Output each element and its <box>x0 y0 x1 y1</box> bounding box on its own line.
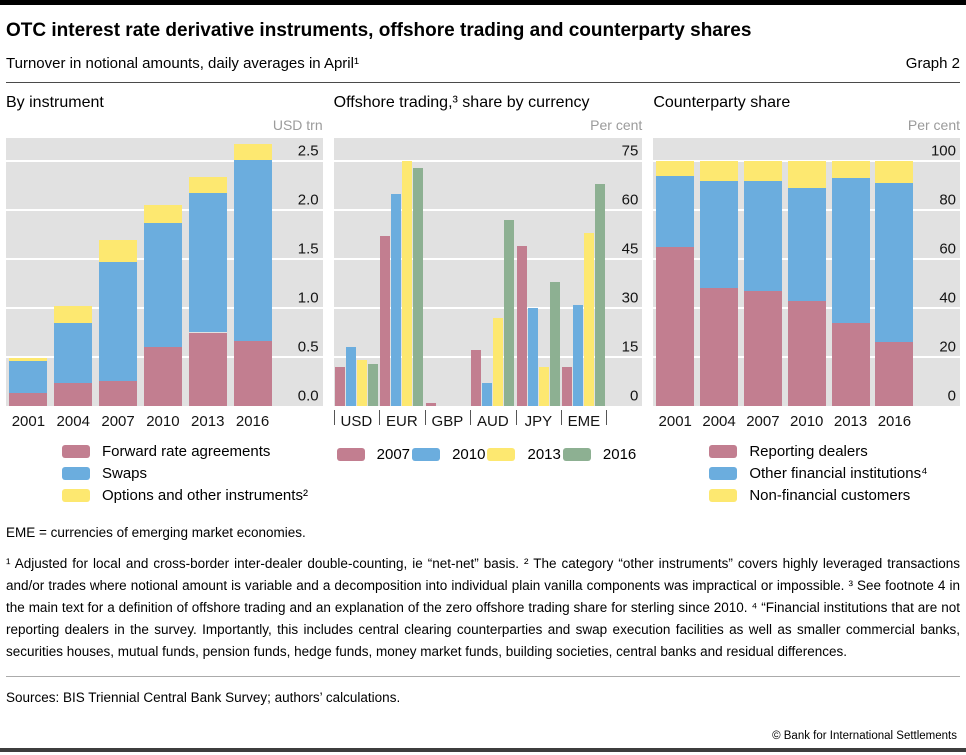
x-axis-tick <box>561 410 562 425</box>
x-axis-label: 2010 <box>146 413 180 430</box>
legend-label: Reporting dealers <box>749 443 868 460</box>
bar-segment-other-financial-institutions- <box>875 183 913 342</box>
legend-swatch <box>487 448 515 461</box>
axis-unit-label: Per cent <box>907 117 960 133</box>
x-axis-label: EUR <box>386 413 418 430</box>
bar-2007-usd <box>335 367 345 406</box>
legend-swatch <box>62 489 90 502</box>
eme-definition-note: EME = currencies of emerging market economies. <box>6 525 306 540</box>
legend-item <box>709 487 960 504</box>
y-axis-label: 20 <box>939 338 956 356</box>
x-axis-label: 2004 <box>702 413 736 430</box>
y-axis-label: 45 <box>621 240 639 258</box>
legend-label: 2016 <box>602 446 637 463</box>
bar-2007-jpy <box>517 246 527 406</box>
bar-segment-reporting-dealers <box>832 323 870 406</box>
bar-segment-options-and-other-instruments- <box>9 358 47 361</box>
panel-counterparty-share <box>653 94 960 504</box>
x-axis-label: GBP <box>431 413 464 430</box>
legend-counterparty-share <box>653 443 960 504</box>
plot-by-instrument <box>6 138 323 406</box>
x-axis-tick <box>334 410 335 425</box>
x-axis-label: 2016 <box>235 413 270 430</box>
bar-2016-eme <box>595 184 605 406</box>
bar-2016-aud <box>504 220 514 406</box>
legend-swatch <box>412 448 440 461</box>
plot-counterparty-share <box>653 138 960 406</box>
x-axis-tick <box>606 410 607 425</box>
bar-segment-other-financial-institutions- <box>832 178 870 323</box>
sources-line: Sources: BIS Triennial Central Bank Survey; authors’ calculations. <box>6 690 401 705</box>
legend-by-instrument <box>6 443 323 504</box>
y-axis-label: 60 <box>939 240 956 258</box>
graph-number-label: Graph 2 <box>905 55 960 72</box>
axis-unit-label: Per cent <box>590 117 643 133</box>
legend-swatch <box>709 445 737 458</box>
legend-item <box>709 443 960 460</box>
bar-segment-other-financial-institutions- <box>744 181 782 291</box>
bottom-rule <box>0 748 966 752</box>
legend-label: 2010 <box>452 446 486 463</box>
y-axis-label: 40 <box>939 289 956 307</box>
bar-segment-non-financial-customers <box>700 161 738 181</box>
bar-2010-usd <box>346 347 356 406</box>
bar-segment-options-and-other-instruments- <box>234 144 272 160</box>
legend-label: 2013 <box>527 446 561 463</box>
legend-label: Swaps <box>102 465 148 482</box>
panel-title: By instrument <box>6 94 104 111</box>
bar-segment-reporting-dealers <box>700 288 738 406</box>
bar-segment-non-financial-customers <box>875 161 913 183</box>
y-axis-label: 0.5 <box>297 338 319 356</box>
x-axis-label: EME <box>567 413 601 430</box>
y-axis-label: 2.5 <box>297 142 319 160</box>
legend-label: 2007 <box>376 446 411 463</box>
x-axis-tick <box>516 410 517 425</box>
x-axis-label: 2001 <box>11 413 46 430</box>
bar-2010-jpy <box>528 308 538 406</box>
bar-2010-eme <box>573 305 583 406</box>
bar-segment-forward-rate-agreements <box>99 381 137 406</box>
footnotes: ¹ Adjusted for local and cross-border inter-dealer double-counting, ie “net-net” basis. ² The category “other instruments” covers highly leveraged transactions and/or trades where notional amount is variable and a decomposition into individual plain vanilla components was impractical or impossible. ³ See footnote 4 in the main text for a definition of offshore trading and an explanation of the zero offshore trading share for sterling since 2010. ⁴ “Financial institutions that are not reporting dealers in the survey. Importantly, this includes central clearing counterparties and swap execution facilities as well as smaller commercial banks, securities houses, mutual funds, pension funds, hedge funds, money market funds, building societies, central banks and residual differences. <box>6 556 960 659</box>
bar-segment-forward-rate-agreements <box>9 393 47 406</box>
bar-segment-reporting-dealers <box>744 291 782 406</box>
legend-swatch <box>62 467 90 480</box>
bar-segment-non-financial-customers <box>832 161 870 178</box>
bar-segment-non-financial-customers <box>656 161 694 176</box>
y-axis-label: 15 <box>621 338 639 356</box>
legend-item <box>62 443 323 460</box>
bar-2007-aud <box>471 350 481 406</box>
bar-segment-options-and-other-instruments- <box>99 240 137 262</box>
copyright-notice: © Bank for International Settlements <box>772 730 957 742</box>
bar-2016-usd <box>368 364 378 406</box>
x-axis-counterparty-share <box>653 410 960 434</box>
y-axis-label: 0 <box>947 387 956 405</box>
legend-item <box>487 446 560 463</box>
bar-segment-swaps <box>9 361 47 393</box>
x-axis-label: JPY <box>524 413 553 430</box>
bar-segment-reporting-dealers <box>788 301 826 406</box>
legend-swatch <box>709 467 737 480</box>
y-axis-label: 30 <box>621 289 639 307</box>
bar-segment-forward-rate-agreements <box>144 347 182 406</box>
y-axis-label: 0.0 <box>297 387 319 405</box>
bar-2016-eur <box>413 168 423 406</box>
legend-label: Forward rate agreements <box>102 443 271 460</box>
bar-segment-options-and-other-instruments- <box>144 205 182 223</box>
plot-offshore-trading <box>334 138 643 406</box>
y-axis-label: 60 <box>621 191 639 209</box>
x-axis-offshore-trading <box>334 410 643 434</box>
subtitle-row <box>6 55 960 83</box>
subtitle: Turnover in notional amounts, daily averages in April¹ <box>6 55 359 72</box>
legend-swatch <box>62 445 90 458</box>
bar-2007-eur <box>380 236 390 406</box>
x-axis-label: USD <box>340 413 373 430</box>
legend-item <box>412 446 485 463</box>
bar-segment-swaps <box>144 223 182 347</box>
panel-offshore-trading <box>334 94 643 504</box>
x-axis-tick <box>425 410 426 425</box>
x-axis-label: 2013 <box>191 413 225 430</box>
x-axis-by-instrument <box>6 410 323 434</box>
x-axis-label: 2001 <box>658 413 692 430</box>
bar-segment-other-financial-institutions- <box>700 181 738 289</box>
y-axis-label: 0 <box>629 387 639 405</box>
bar-segment-forward-rate-agreements <box>189 333 227 407</box>
bar-segment-other-financial-institutions- <box>656 176 694 247</box>
legend-item <box>337 446 410 463</box>
x-axis-tick <box>470 410 471 425</box>
bar-2010-aud <box>482 383 492 406</box>
legend-swatch <box>337 448 365 461</box>
bar-segment-swaps <box>99 262 137 381</box>
legend-offshore-trading <box>334 446 643 463</box>
bar-2007-gbp <box>426 403 436 406</box>
gridline <box>6 160 323 162</box>
y-axis-label: 2.0 <box>297 191 319 209</box>
legend-label: Options and other instruments² <box>102 487 308 504</box>
bar-segment-other-financial-institutions- <box>788 188 826 301</box>
x-axis-label: 2013 <box>833 413 868 430</box>
bar-segment-forward-rate-agreements <box>54 383 92 406</box>
legend-item <box>563 446 636 463</box>
bar-segment-non-financial-customers <box>744 161 782 181</box>
panel-title: Offshore trading,³ share by currency <box>333 94 590 111</box>
bar-segment-swaps <box>189 193 227 332</box>
page <box>0 20 966 705</box>
x-axis-tick <box>379 410 380 425</box>
legend-swatch <box>709 489 737 502</box>
legend-item <box>62 487 323 504</box>
bar-segment-forward-rate-agreements <box>234 341 272 406</box>
bar-2016-jpy <box>550 282 560 406</box>
x-axis-label: 2010 <box>790 413 824 430</box>
y-axis-label: 1.5 <box>297 240 319 258</box>
gridline <box>334 160 643 162</box>
y-axis-label: 75 <box>621 142 639 160</box>
page-title: OTC interest rate derivative instruments, offshore trading and counterparty shares <box>6 20 752 41</box>
bar-2013-aud <box>493 318 503 406</box>
charts-row <box>6 94 960 504</box>
y-axis-label: 100 <box>930 142 956 160</box>
x-axis-label: AUD <box>477 413 509 430</box>
footer-rule <box>6 676 960 677</box>
bar-segment-options-and-other-instruments- <box>54 306 92 323</box>
bar-segment-reporting-dealers <box>656 247 694 406</box>
legend-item <box>709 465 960 482</box>
top-rule <box>0 0 966 5</box>
bar-2007-eme <box>562 367 572 406</box>
bar-segment-reporting-dealers <box>875 342 913 406</box>
bar-segment-options-and-other-instruments- <box>189 177 227 194</box>
bar-2013-jpy <box>539 367 549 406</box>
bar-segment-swaps <box>234 160 272 341</box>
legend-label: Other financial institutions⁴ <box>749 465 928 482</box>
panel-title: Counterparty share <box>653 94 791 111</box>
y-axis-label: 1.0 <box>297 289 319 307</box>
bar-2010-eur <box>391 194 401 406</box>
x-axis-label: 2007 <box>746 413 780 430</box>
bar-2013-eme <box>584 233 594 406</box>
legend-item <box>62 465 323 482</box>
y-axis-label: 80 <box>939 191 956 209</box>
legend-swatch <box>563 448 591 461</box>
legend-label: Non-financial customers <box>749 487 911 504</box>
bar-2013-eur <box>402 161 412 406</box>
x-axis-label: 2016 <box>877 413 912 430</box>
panel-by-instrument <box>6 94 323 504</box>
bar-segment-non-financial-customers <box>788 161 826 188</box>
axis-unit-label: USD trn <box>272 117 323 133</box>
x-axis-label: 2004 <box>56 413 90 430</box>
bar-segment-swaps <box>54 323 92 384</box>
bar-2013-usd <box>357 360 367 406</box>
x-axis-label: 2007 <box>101 413 135 430</box>
